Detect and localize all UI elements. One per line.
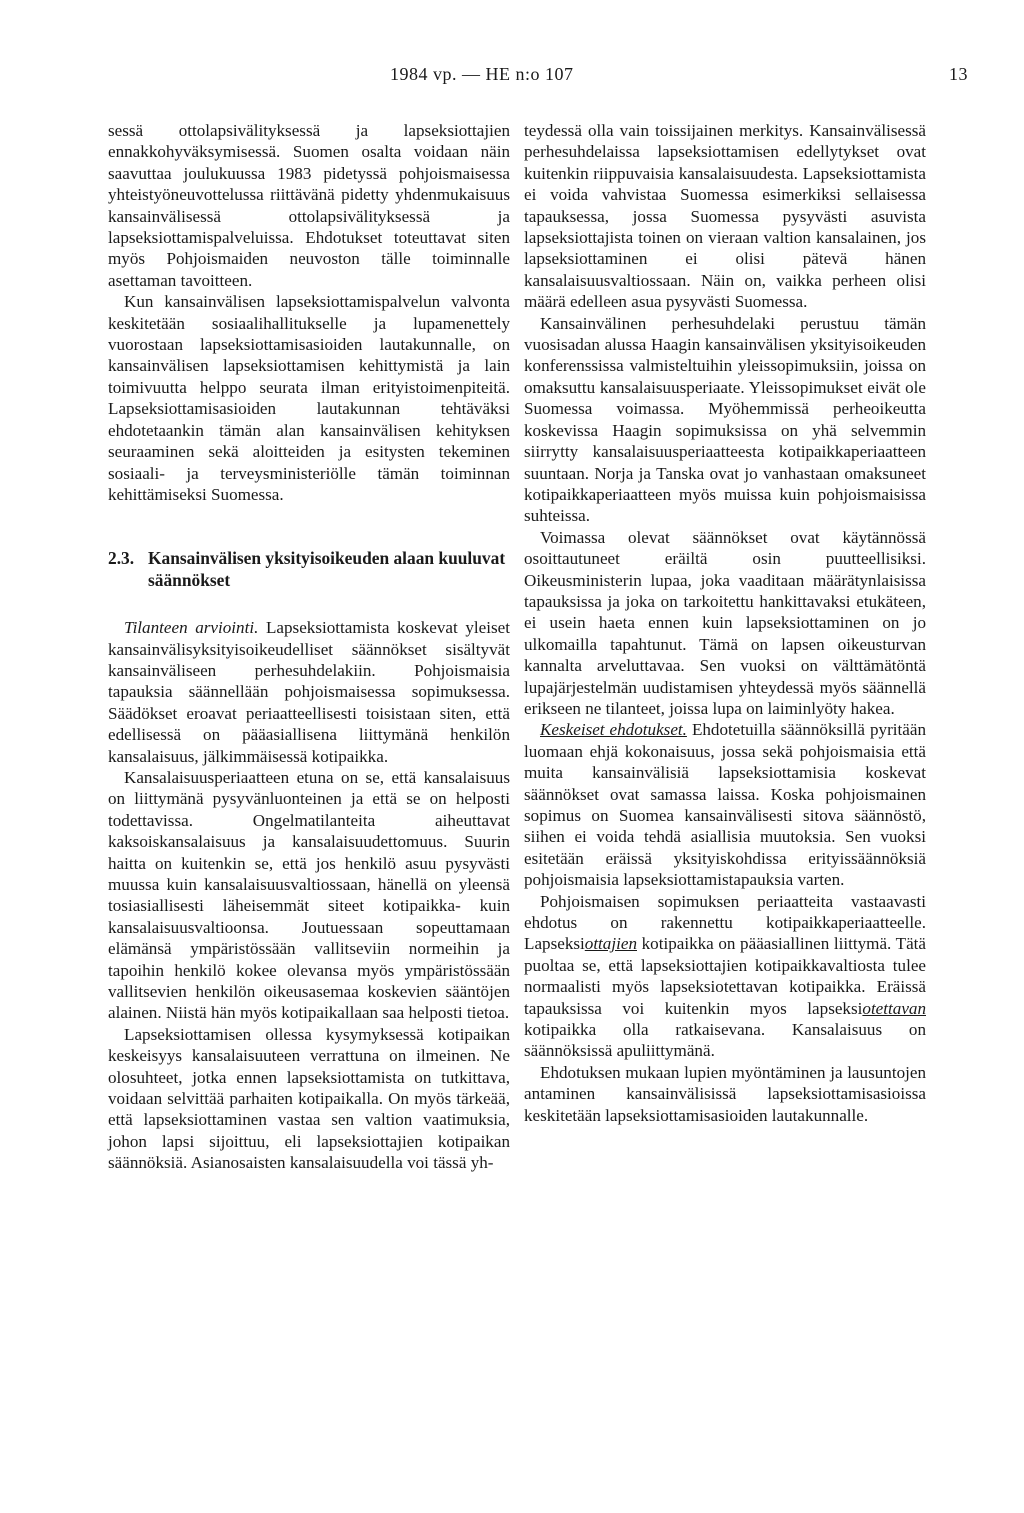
right-column <box>524 120 926 1126</box>
run-in-heading: Tilanteen arviointi. <box>124 618 259 638</box>
paragraph <box>108 617 510 767</box>
paragraph-text: kotipaikka on pääasiallinen liittymä. Tätä puoltaa se, että lapseksiottajien kotipaikkavaltiosta tulee normaalisti myös lapseksiotettavan kotipaikka. Eräissä tapauksissa voi kuitenkin myos lapseksi <box>524 934 926 1018</box>
paragraph <box>524 719 926 890</box>
paragraph-text: Ehdotetuilla säännöksillä pyritään luomaan ehjä kokonaisuus, jossa sekä pohjoismaisia että muita kansainvälisiä lapseksiottamisia koskevat säännökset ovat samassa laissa. Koska pohjoismainen sopimus on Suomea kansainvälisesti sitova säännöstö, siihen ei voida tehdä asiallisia muutoksia. Sen vuoksi esitetään eräissä yksityiskohdissa erityissäännöksiä pohjoismaisia lapseksiottamistapauksia varten. <box>524 720 926 890</box>
paragraph: sessä ottolapsivälityksessä ja lapseksiottajien ennakkohyväksymisessä. Suomen osalta voidaan näin saavuttaa joulukuussa 1983 pidetyssä pohjoismaisessa yhteistyöneuvottelussa riittävänä pidetty yhdenmukaisuus kansainvälisessä ottolapsivälityksessä ja lapseksiottamispalveluissa. Ehdotukset toteuttavat siten myös Pohjoismaiden neuvoston tälle toiminnalle asettaman tavoitteen. <box>108 121 510 290</box>
page-header <box>0 64 1024 88</box>
paragraph: Kun kansainvälisen lapseksiottamispalvelun valvonta keskitetään sosiaalihallitukselle ja lupamenettely vuorostaan lapseksiottamisasioiden lautakunnalle, on kansainvälisen lapseksiottamisen kehittymistä ja lain toimivuutta helppo seurata ilman erityistoimenpiteitä. Lapseksiottamisasioiden lautakunnan tehtäväksi ehdotetaankin tämän alan kansainvälisen kehityksen seuraaminen sekä aloitteiden ja esitysten tekeminen sosiaali- ja terveysministeriölle tämän toiminnan kehittämiseksi Suomessa. <box>108 292 510 504</box>
paragraph-text: Pohjoismaisen sopimuksen periaatteita vastaavasti ehdotus on rakennettu kotipaikkaperiaatteelle. Lapseksi <box>524 891 926 954</box>
run-in-heading: Keskeiset ehdotukset. <box>540 720 687 740</box>
paragraph: Kansainvälinen perhesuhdelaki perustuu tämän vuosisadan alussa Haagin kansainvälisen yksityisoikeuden konferenssissa valmisteltuihin yleissopimuksiin, joissa on omaksuttu kansalaisuusperiaate. Yleissopimukset eivät ole Suomessa voimassa. Myöhemmissä perheoikeutta koskevissa Haagin sopimuksissa on yhä selvemmin siirrytty kansalaisuusperiaatteesta kotipaikkaperiaatteen suuntaan. Norja ja Tanska ovat jo vanhastaan omaksuneet kotipaikkaperiaatteen myös muissa kuin pohjoismaisissa suhteissa. <box>524 313 926 526</box>
section-number: 2.3. <box>108 548 135 569</box>
section-title: Kansainvälisen yksityisoikeuden alaan kuuluvat säännökset <box>148 548 506 590</box>
paragraph-text: Lapseksiottamista koskevat yleiset kansainvälisyksityisoikeudelliset säännökset sisältyvät kansainväliseen perhesuhdelakiin. Pohjoismaisia tapauksia säännellään pohjoismaisessa sopimuksessa. Säädökset eroavat periaatteellisesti toisistaan siten, että edellisessä on pääasiallisena liittymänä henkilön kansalaisuus, jälkimmäisessä kotipaikka. <box>108 618 510 766</box>
paragraph: Ehdotuksen mukaan lupien myöntäminen ja lausuntojen antaminen kansainvälisissä lapseksiottamisasioissa keskitetään lapseksiottamisasioiden lautakunnalle. <box>524 1062 926 1125</box>
running-title: 1984 vp. — HE n:o 107 <box>390 64 574 84</box>
paragraph: teydessä olla vain toissijainen merkitys. Kansainvälisessä perhesuhdelaissa lapseksiottamisen edellytykset ovat kuitenkin riippuvaisia kansalaisuudesta. Lapseksiottamista ei voida vahvistaa Suomessa esimerkiksi sellaisessa tapauksessa, jossa Suomessa pysyvästi asuvista lapseksiottajista toinen on vieraan valtion kansalainen, jos lapseksiottaminen ei olisi pätevä hänen kansalaisuusvaltiossaan. Näin on, vaikka perheen olisi määrä edelleen asua pysyvästi Suomessa. <box>524 121 926 312</box>
section-heading <box>108 548 510 591</box>
emphasis: ottajien <box>584 934 637 954</box>
page-number: 13 <box>949 64 968 84</box>
left-column <box>108 120 510 1174</box>
paragraph: Lapseksiottamisen ollessa kysymyksessä kotipaikan keskeisyys kansalaisuuteen verrattuna on ilmeinen. Ne olosuhteet, jotka ennen lapseksiottamista on tutkittava, voidaan selvittää parhaiten kotipaikalla. On myös tärkeää, että lapseksiottaminen vastaa sen valtion vaatimuksia, johon lapsi sijoittuu, eli lapseksiottajien kotipaikan säännöksiä. Asianosaisten kansalaisuudella voi tässä yh- <box>108 1024 510 1173</box>
paragraph: Voimassa olevat säännökset ovat käytännössä osoittautuneet eräiltä osin puutteellisiksi. Oikeusministerin lupaa, joka vaaditaan määrätynlaisissa tapauksissa ja joka on tarkoitettu hankittavaksi etukäteen, ei usein haeta ennen kuin lapseksiottaminen on jo ulkomailla tapahtunut. Tämä on lapsen oikeusturvan kannalta arveluttavaa. Sen vuoksi on välttämätöntä lupajärjestelmän uudistamisen yhteydessä myös säännellä erikseen ne tilanteet, joissa lupa on laiminlyöty hakea. <box>524 527 926 718</box>
paragraph <box>524 891 926 1062</box>
emphasis: otettavan <box>862 998 926 1018</box>
paragraph-text: kotipaikka olla ratkaisevana. Kansalaisuus on säännöksissä apuliittymänä. <box>524 1020 926 1061</box>
paragraph: Kansalaisuusperiaatteen etuna on se, että kansalaisuus on liittymänä pysyvänluonteinen ja että se on helposti todettavissa. Ongelmatilanteita aiheuttavat kaksoiskansalaisuus ja kansalaisuudettomuus. Suurin haitta on kuitenkin se, että jos henkilö asuu pysyvästi muussa kuin kansalaisuusvaltiossaan, hänellä on yleensä tosiasiallisesti läheisemmät siteet kotipaikka- kuin kansalaisuusvaltioonsa. Joutuessaan sopeuttamaan elämänsä ympäristössään vallitseviin normeihin ja tapoihin henkilö kokee olevansa myös ympäristössään vallitsevien henkilön oikeusasemaa koskevien sääntöjen alainen. Niistä hän myös kotipaikallaan saa helposti tietoa. <box>108 767 510 1023</box>
